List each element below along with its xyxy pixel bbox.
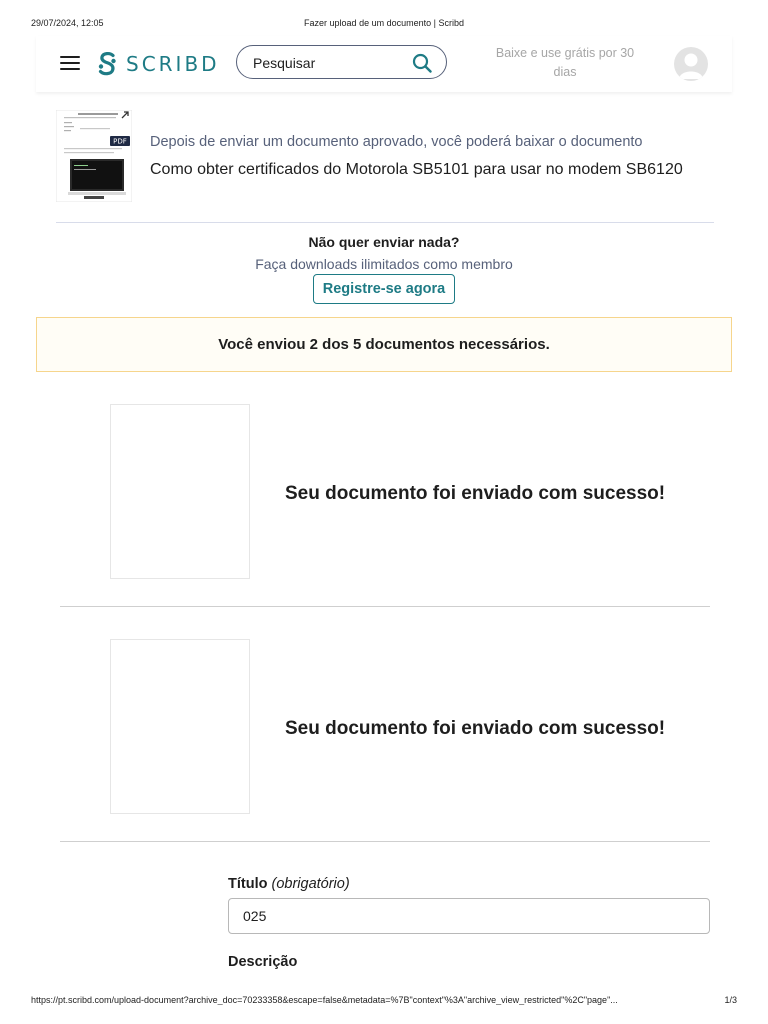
scribd-logo-icon	[96, 51, 118, 77]
required-indicator: (obrigatório)	[271, 876, 350, 892]
logo-wordmark: SCRIBD	[126, 52, 220, 76]
search-box[interactable]	[236, 45, 447, 79]
print-timestamp: 29/07/2024, 12:05	[31, 18, 104, 28]
upload-success-message: Seu documento foi enviado com sucesso!	[285, 718, 666, 739]
avatar-icon[interactable]	[674, 47, 708, 81]
menu-icon[interactable]	[60, 56, 80, 72]
upload-progress-banner	[36, 317, 732, 372]
pdf-badge: PDF	[113, 137, 127, 146]
search-input[interactable]	[251, 53, 405, 73]
print-page-title: Fazer upload de um documento | Scribd	[304, 18, 464, 28]
title-label-text: Título	[228, 876, 268, 892]
free-trial-link[interactable]: Baixe e use grátis por 30 dias	[495, 46, 635, 79]
upload-success-message: Seu documento foi enviado com sucesso!	[285, 483, 666, 504]
document-thumbnail[interactable]	[56, 110, 132, 202]
search-icon[interactable]	[412, 53, 432, 73]
title-field-label	[228, 876, 710, 892]
membership-prompt	[0, 234, 768, 304]
top-navbar	[36, 36, 732, 92]
print-url: https://pt.scribd.com/upload-document?archive_doc=70233358&escape=false&metadata=%7B"context"%3A"archive_view_restricted"%2C"page"...	[31, 995, 618, 1005]
document-download-note: Depois de enviar um documento aprovado, você poderá baixar o documento	[150, 134, 643, 150]
register-button[interactable]: Registre-se agora	[313, 274, 456, 304]
document-title[interactable]: Como obter certificados do Motorola SB5101 para usar no modem SB6120	[150, 161, 683, 178]
uploaded-document-item	[60, 371, 710, 607]
membership-question: Não quer enviar nada?	[308, 234, 460, 250]
scribd-logo[interactable]	[96, 51, 220, 77]
upload-progress-text: Você enviou 2 dos 5 documentos necessários.	[218, 336, 550, 353]
membership-description: Faça downloads ilimitados como membro	[255, 256, 513, 272]
document-card	[56, 110, 714, 223]
divider	[60, 841, 710, 842]
description-field-label: Descrição	[228, 954, 298, 970]
uploaded-document-preview	[110, 404, 250, 579]
uploaded-document-item	[60, 606, 710, 842]
print-footer	[0, 995, 768, 1009]
uploaded-document-preview	[110, 639, 250, 814]
document-details-form	[228, 876, 710, 970]
print-header	[0, 18, 768, 32]
title-input[interactable]	[228, 898, 710, 934]
print-page-number: 1/3	[724, 995, 737, 1005]
